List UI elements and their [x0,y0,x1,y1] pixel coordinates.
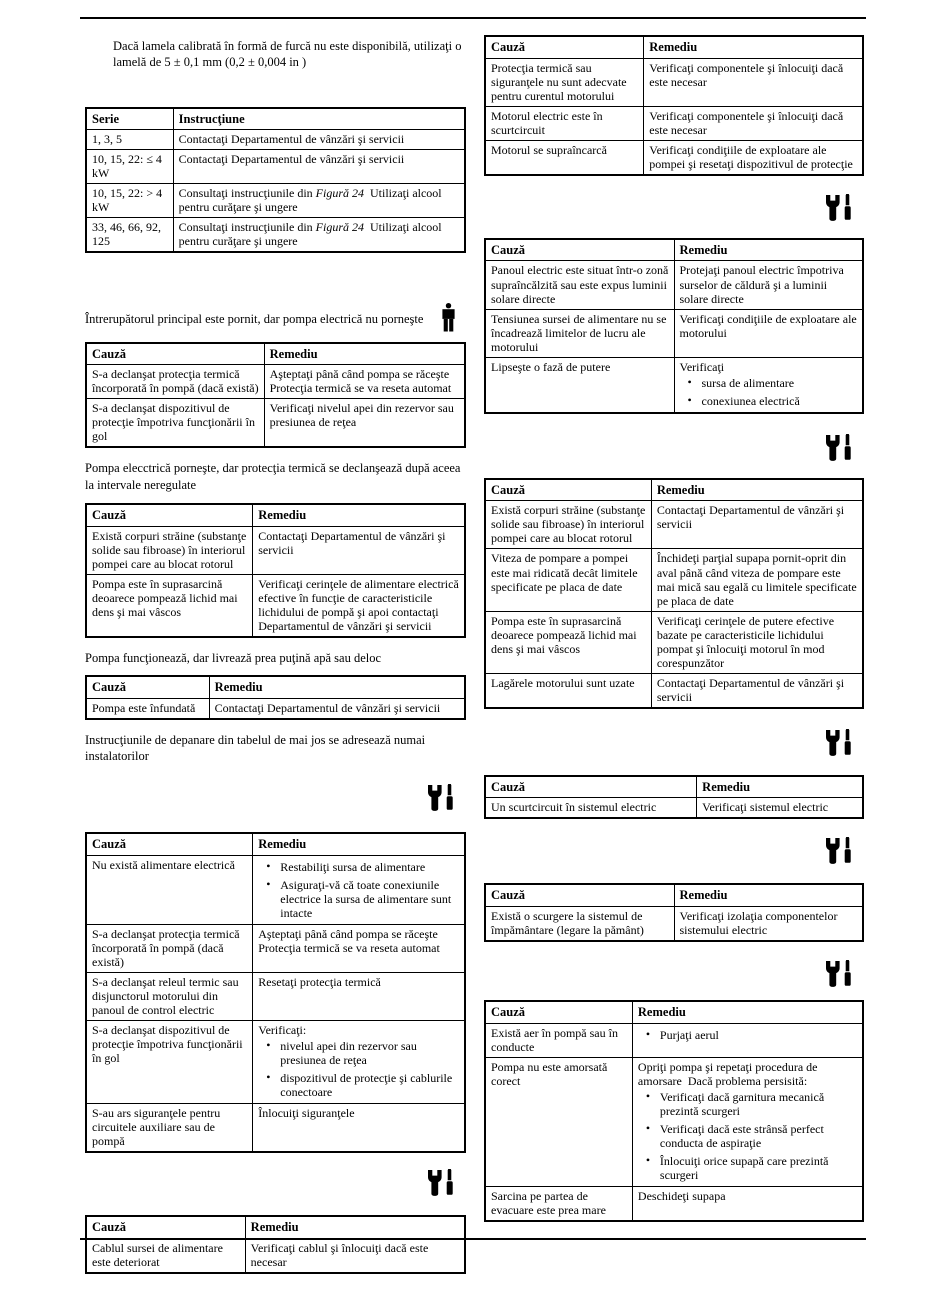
table-header-row [86,676,465,698]
figure-reference: Figură 24 [315,186,364,201]
cause-remedy-table [484,883,864,942]
remedy-cell [632,1057,863,1186]
icon-row [484,729,864,759]
table-row [86,1238,465,1273]
cause-cell: Motorul se supraîncarcă [485,140,644,175]
remedy-cell: Verificaţi izolaţia componentelor sistemului electric [674,907,863,942]
remedy-cell: Aşteptaţi până când pompa se răceşte Protecţia termică se va reseta automat [253,924,465,972]
table-header-row [485,36,863,58]
cause-cell: Sarcina pe partea de evacuare este prea mare [485,1187,632,1222]
table-row [86,218,465,253]
tools-icon [826,448,852,465]
cause-cell: S-au ars siguranţele pentru circuitele auxiliare sau de pompă [86,1104,253,1153]
cause-remedy-table [484,238,864,414]
remedy-cell [674,357,863,413]
cause-remedy-table [484,35,864,176]
text-segment: Consultaţi instrucţiunile din [178,220,316,235]
column-header: Cauză [86,1216,245,1238]
bullet-item: • Restabiliţi sursa de alimentare [280,860,459,874]
column-header: Cauză [485,239,674,261]
icon-row [85,1169,466,1199]
table-row [86,574,465,637]
table-row [485,549,863,611]
bullet-list [258,860,459,920]
table-row [86,698,465,719]
table-row [485,1187,863,1222]
table-row [485,309,863,357]
column-header: Remediu [651,479,863,501]
serie-cell: 33, 46, 66, 92, 125 [86,218,173,253]
instruction-cell: Contactaţi Departamentul de vânzări şi servicii [173,150,465,184]
remedy-cell: Verificaţi nivelul apei din rezervor sau presiunea de reţea [264,399,465,448]
icon-row [484,434,864,464]
bullet-item: • Verificaţi dacă este strânsă perfect conducta de aspiraţie [660,1122,857,1150]
table-row [86,1021,465,1104]
remedy-cell: Verificaţi sistemul electric [697,798,863,819]
cause-remedy-table [85,832,466,1153]
cause-cell: Tensiunea sursei de alimentare nu se încadrează limitelor de lucru ale motorului [485,309,674,357]
bullet-item: • dispozitivul de protecţie şi cablurile conectoare [280,1071,459,1099]
cause-cell: Pompa este în suprasarcină deoarece pompează lichid mai dens şi mai vâscos [485,611,651,673]
column-header: Remediu [253,504,465,526]
bullet-item: • Înlocuiţi orice supapă care prezintă scurgeri [660,1154,857,1182]
left-column [85,30,466,1274]
cause-cell: Viteza de pompare a pompei este mai ridicată decât limitele specificate pe placa de date [485,549,651,611]
bullet-item: • Verificaţi dacă garnitura mecanică prezintă scurgeri [660,1090,857,1118]
tools-icon [826,851,852,868]
table-header-row [86,833,465,855]
table-row [86,924,465,972]
table-row [86,855,465,924]
cause-cell: Motorul electric este în scurtcircuit [485,106,644,140]
icon-row [484,194,864,224]
column-header: Cauză [485,36,644,58]
table-header-row [485,884,863,906]
cause-remedy-table [85,675,466,720]
cause-cell: Există aer în pompă sau în conducte [485,1023,632,1057]
remedy-cell: Contactaţi Departamentul de vânzări şi servicii [651,673,863,708]
serie-cell: 10, 15, 22: ≤ 4 kW [86,150,173,184]
table-row [485,1057,863,1186]
serie-cell: 10, 15, 22: > 4 kW [86,184,173,218]
remedy-cell: Verificaţi condiţiile de exploatare ale pompei şi resetaţi dispozitivul de protecţie [644,140,863,175]
figure-reference: Figură 24 [315,220,364,235]
column-header: Remediu [245,1216,465,1238]
column-header: Cauză [485,884,674,906]
text-segment: Utilizaţi alcool pentru curăţare şi ungere [178,220,445,249]
instruction-cell [173,218,465,253]
icon-row [484,960,864,990]
bullet-item: • sursa de alimentare [702,376,858,390]
table-header-row [485,776,863,798]
body-paragraph: Instrucţiunile de depanare din tabelul de mai jos se adresează numai instalatorilor [85,732,429,763]
tools-icon [428,1183,454,1200]
remedy-cell: Deschideţi supapa [632,1187,863,1222]
tools-icon [826,743,852,760]
column-header: Cauză [485,479,651,501]
remedy-cell [253,855,465,924]
tools-icon [826,208,852,225]
remedy-cell: Verificaţi condiţiile de exploatare ale motorului [674,309,863,357]
column-header: Remediu [674,239,863,261]
table-header-row [485,239,863,261]
column-header: Cauză [485,776,697,798]
cause-cell: Protecţia termică sau siguranţele nu sunt adecvate pentru curentul motorului [485,58,644,106]
remedy-cell-lead-text: Verificaţi [679,359,725,374]
remedy-cell: Contactaţi Departamentul de vânzări şi servicii [253,526,465,574]
tools-icon [428,798,454,815]
column-header: Remediu [674,884,863,906]
column-header: Remediu [264,343,465,365]
cause-cell: Există corpuri străine (substanţe solide sau fibroase) în interiorul pompei care au blocat rotorul [86,526,253,574]
column-header: Remediu [632,1001,863,1023]
remedy-cell: Contactaţi Departamentul de vânzări şi servicii [209,698,465,719]
table-row [485,1023,863,1057]
cause-remedy-table [484,1000,864,1222]
table-row [86,365,465,399]
table-header-row [86,343,465,365]
bullet-item: • Asiguraţi-vă că toate conexiunile electrice la sursa de alimentare sunt intacte [280,878,459,920]
right-column [484,30,864,1222]
remedy-cell: Protejaţi panoul electric împotriva surselor de căldură şi a luminii solare directe [674,261,863,309]
cause-cell: Există corpuri străine (substanţe solide sau fibroase) în interiorul pompei care au blocat rotorul [485,501,651,549]
table-row [86,1104,465,1153]
bottom-rule [80,1238,866,1240]
remedy-cell-lead-text: Verificaţi: [258,1023,307,1038]
table-row [485,673,863,708]
icon-row [85,784,466,814]
bullet-item: • nivelul apei din rezervor sau presiunea de reţea [280,1039,459,1067]
column-header: Remediu [644,36,863,58]
table-row [485,58,863,106]
column-header: Cauză [86,676,209,698]
table-header-row [86,1216,465,1238]
cause-cell: Lipseşte o fază de putere [485,357,674,413]
cause-cell: Lagărele motorului sunt uzate [485,673,651,708]
table-row [86,184,465,218]
table-row [485,140,863,175]
cause-cell: S-a declanşat protecţia termică încorporată în pompă (dacă există) [86,365,264,399]
table-row [485,798,863,819]
column-header: Instrucţiune [173,108,465,130]
column-header: Cauză [86,833,253,855]
remedy-cell: Resetaţi protecţia termică [253,972,465,1020]
cause-cell: Pompa este în suprasarcină deoarece pompează lichid mai dens şi mai vâscos [86,574,253,637]
column-header: Remediu [697,776,863,798]
table-row [485,907,863,942]
table-row [86,972,465,1020]
cause-remedy-table [484,478,864,709]
column-header: Cauză [86,504,253,526]
serie-cell: 1, 3, 5 [86,130,173,150]
remedy-cell [632,1023,863,1057]
column-header: Remediu [253,833,465,855]
person-icon [441,303,456,337]
text-segment: Consultaţi instrucţiunile din [178,186,316,201]
remedy-cell: Verificaţi cerinţele de putere efective bazate pe caracteristicile lichidului pompat şi înlocuiţi motorul în mod corespunzător [651,611,863,673]
remedy-cell: Verificaţi cerinţele de alimentare electrică efective în funcţie de caracteristicile lichidului de pompă şi apoi contactaţi Departamentul de vânzări şi servicii [253,574,465,637]
top-rule [80,17,866,19]
table-row [485,261,863,309]
cause-cell: S-a declanşat releul termic sau disjunctorul motorului din panoul de control electric [86,972,253,1020]
bullet-item: • conexiunea electrică [702,394,858,408]
table-row [86,150,465,184]
table-row [485,106,863,140]
remedy-cell: Contactaţi Departamentul de vânzări şi servicii [651,501,863,549]
cause-remedy-table [85,342,466,449]
table-row [485,357,863,413]
cause-remedy-table [85,1215,466,1274]
bullet-list [638,1028,857,1042]
bullet-item: • Purjaţi aerul [660,1028,857,1042]
cause-cell: Pompa este înfundată [86,698,209,719]
tools-icon [826,974,852,991]
table-row [485,501,863,549]
instruction-cell: Contactaţi Departamentul de vânzări şi servicii [173,130,465,150]
column-header: Remediu [209,676,465,698]
remedy-cell: Aşteptaţi până când pompa se răceşte Protecţia termică se va reseta automat [264,365,465,399]
table-header-row [86,108,465,130]
table-header-row [86,504,465,526]
section-heading [85,311,466,327]
bullet-list [680,376,858,408]
serie-table [85,107,466,254]
instruction-cell [173,184,465,218]
remedy-cell-lead-text: Opriţi pompa şi repetaţi procedura de amorsare Dacă problema persisită: [637,1059,821,1088]
cause-cell: Pompa nu este amorsată corect [485,1057,632,1186]
remedy-cell: Închideţi parţial supapa pornit-oprit din aval până când viteza de pompare este mai mică sau egală cu limitele specificate pe placa de date [651,549,863,611]
bullet-list [258,1039,459,1099]
remedy-cell: Înlocuiţi siguranţele [253,1104,465,1153]
cause-cell: Există o scurgere la sistemul de împământare (legare la pământ) [485,907,674,942]
table-row [86,526,465,574]
cause-cell: S-a declanşat dispozitivul de protecţie împotriva funcţionării în gol [86,1021,253,1104]
body-paragraph: Dacă lamela calibrată în formă de furcă nu este disponibilă, utilizaţi o lamelă de 5 ± 0,1 mm (0,2 ± 0,004 in ) [113,39,465,70]
text-segment: Utilizaţi alcool pentru curăţare şi ungere [178,186,445,215]
cause-cell: Un scurtcircuit în sistemul electric [485,798,697,819]
bullet-list [638,1090,857,1182]
cause-cell: S-a declanşat protecţia termică încorporată în pompă (dacă există) [86,924,253,972]
table-header-row [485,1001,863,1023]
body-paragraph: Pompa elecctrică porneşte, dar protecţia termică se declanşează după aceea la intervale neregulate [85,461,464,492]
remedy-cell [253,1021,465,1104]
cause-remedy-table [484,775,864,820]
cause-cell: Panoul electric este situat într-o zonă supraîncălzită sau este expus luminii solare directe [485,261,674,309]
table-row [485,611,863,673]
table-row [86,130,465,150]
cause-remedy-table [85,503,466,638]
table-header-row [485,479,863,501]
cause-cell: Nu există alimentare electrică [86,855,253,924]
body-paragraph: Pompa funcţionează, dar livrează prea puţină apă sau deloc [85,650,382,665]
remedy-cell: Verificaţi componentele şi înlocuiţi dacă este necesar [644,106,863,140]
cause-cell: Cablul sursei de alimentare este deteriorat [86,1238,245,1273]
table-row [86,399,465,448]
column-header: Cauză [485,1001,632,1023]
column-header: Cauză [86,343,264,365]
remedy-cell: Verificaţi componentele şi înlocuiţi dacă este necesar [644,58,863,106]
column-header: Serie [86,108,173,130]
cause-cell: S-a declanşat dispozitivul de protecţie împotriva funcţionării în gol [86,399,264,448]
remedy-cell: Verificaţi cablul şi înlocuiţi dacă este necesar [245,1238,465,1273]
icon-row [484,837,864,867]
section-heading-text: Întrerupătorul principal este pornit, dar pompa electrică nu porneşte [85,312,424,327]
